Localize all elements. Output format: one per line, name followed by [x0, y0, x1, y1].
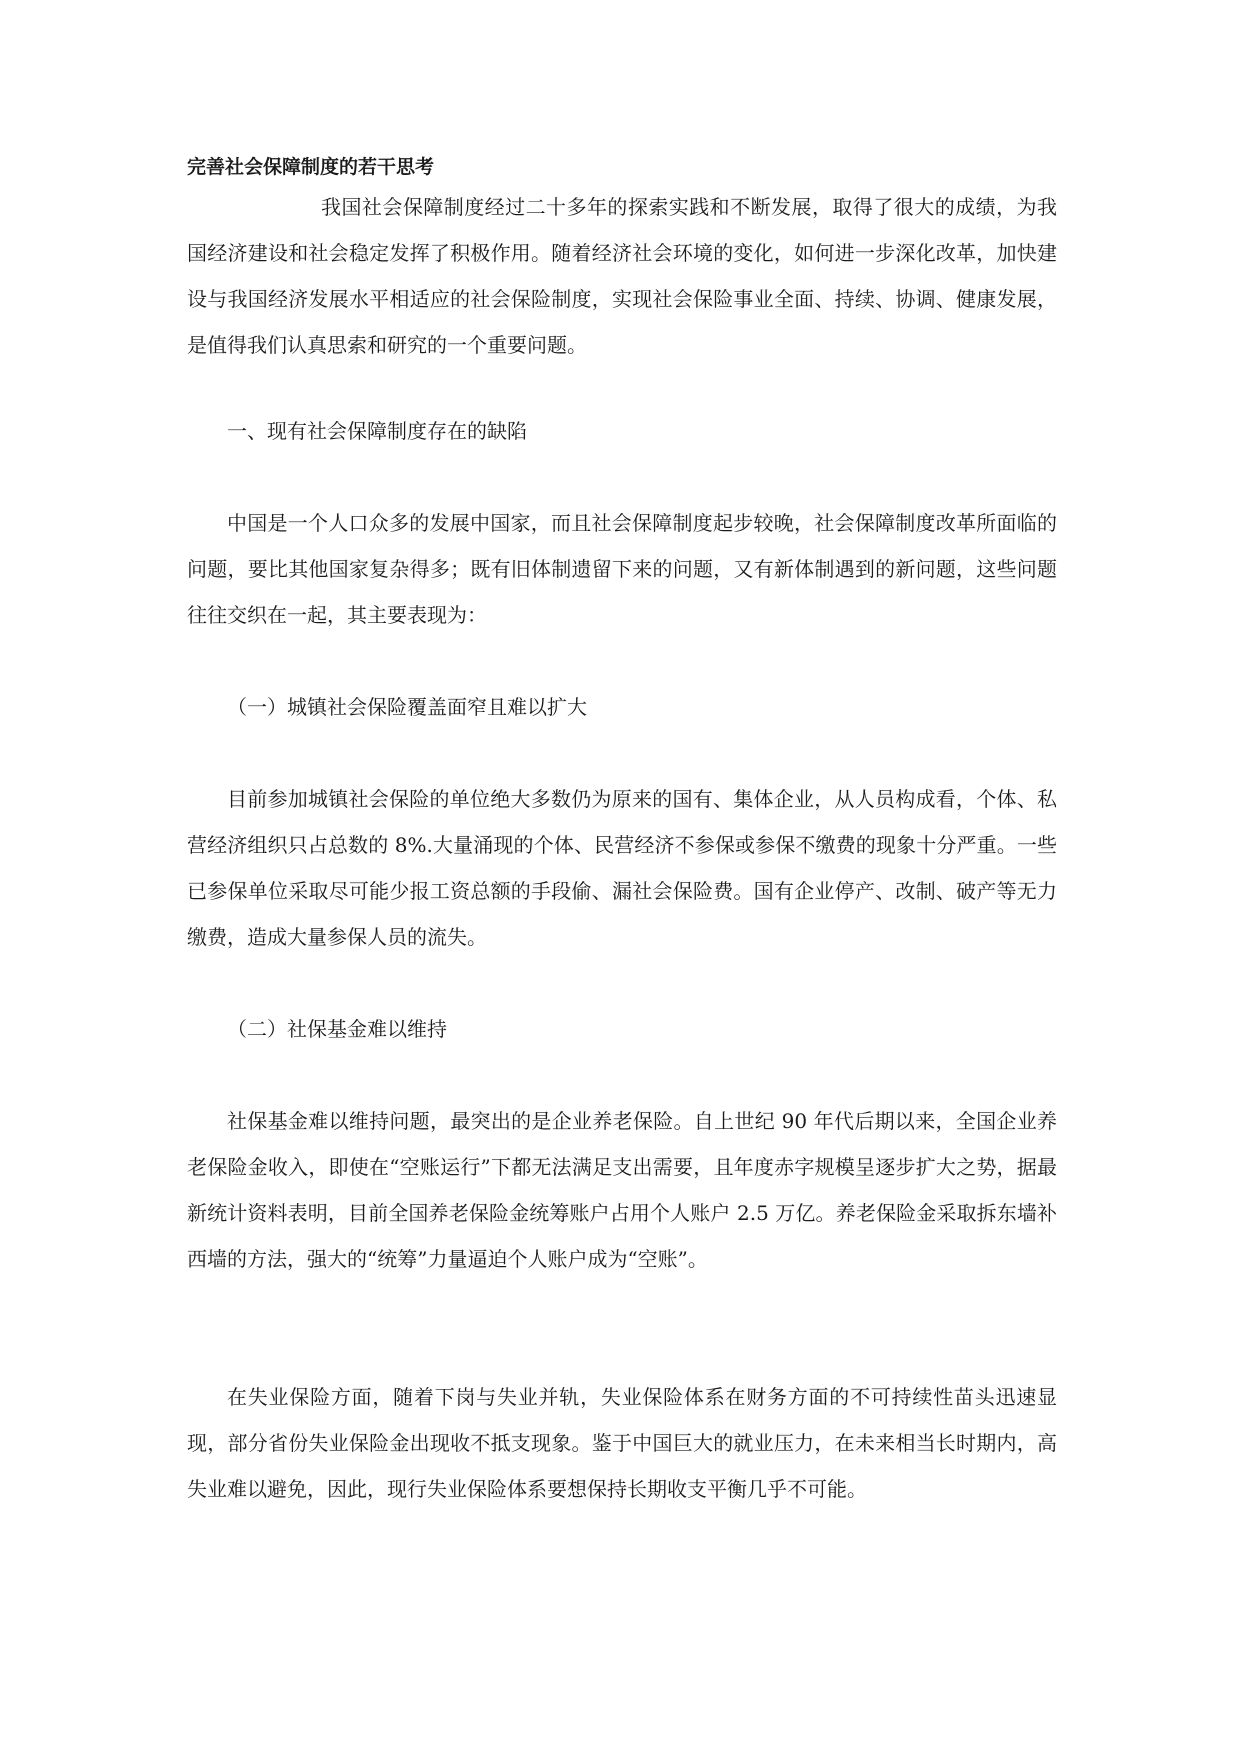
section-heading: 一、现有社会保障制度存在的缺陷 [227, 419, 527, 443]
spacer [187, 960, 1057, 1006]
document-title: 完善社会保障制度的若干思考 [187, 156, 435, 178]
subsection-paragraph: 在失业保险方面，随着下岗与失业并轨，失业保险体系在财务方面的不可持续性苗头迅速显现，部分省份失业保险金出现收不抵支现象。鉴于中国巨大的就业压力，在未来相当长时期内，高失业难以避免，因此，现行失业保险体系要想保持长期收支平衡几乎不可能。 [187, 1385, 1057, 1501]
document-content [187, 150, 1057, 1512]
subsection-heading: （二）社保基金难以维持 [227, 1017, 447, 1041]
spacer [187, 638, 1057, 684]
spacer [187, 454, 1057, 500]
intro-paragraph: 我国社会保障制度经过二十多年的探索实践和不断发展，取得了很大的成绩，为我国经济建设和社会稳定发挥了积极作用。随着经济社会环境的变化，如何进一步深化改革，加快建设与我国经济发展水平相适应的社会保险制度，实现社会保险事业全面、持续、协调、健康发展，是值得我们认真思索和研究的一个重要问题。 [187, 195, 1057, 357]
spacer [187, 368, 1057, 408]
subsection-paragraph: 社保基金难以维持问题，最突出的是企业养老保险。自上世纪 90 年代后期以来，全国企业养老保险金收入，即使在“空账运行”下都无法满足支出需要，且年度赤字规模呈逐步扩大之势，据最新统计资料表明，目前全国养老保险金统筹账户占用个人账户 2.5 万亿。养老保险金采取拆东墙补西墙的方法，强大的“统筹”力量逼迫个人账户成为“空账”。 [187, 1109, 1057, 1271]
subsection-paragraph: 目前参加城镇社会保险的单位绝大多数仍为原来的国有、集体企业，从人员构成看，个体、私营经济组织只占总数的 8%.大量涌现的个体、民营经济不参保或参保不缴费的现象十分严重。一些已参保单位采取尽可能少报工资总额的手段偷、漏社会保险费。国有企业停产、改制、破产等无力缴费，造成大量参保人员的流失。 [187, 787, 1057, 949]
spacer [187, 730, 1057, 776]
subsection-heading: （一）城镇社会保险覆盖面窄且难以扩大 [227, 695, 587, 719]
spacer [187, 1052, 1057, 1098]
spacer [187, 1282, 1057, 1374]
section-paragraph: 中国是一个人口众多的发展中国家，而且社会保障制度起步较晚，社会保障制度改革所面临的问题，要比其他国家复杂得多；既有旧体制遗留下来的问题，又有新体制遇到的新问题，这些问题往往交织在一起，其主要表现为： [187, 511, 1057, 627]
